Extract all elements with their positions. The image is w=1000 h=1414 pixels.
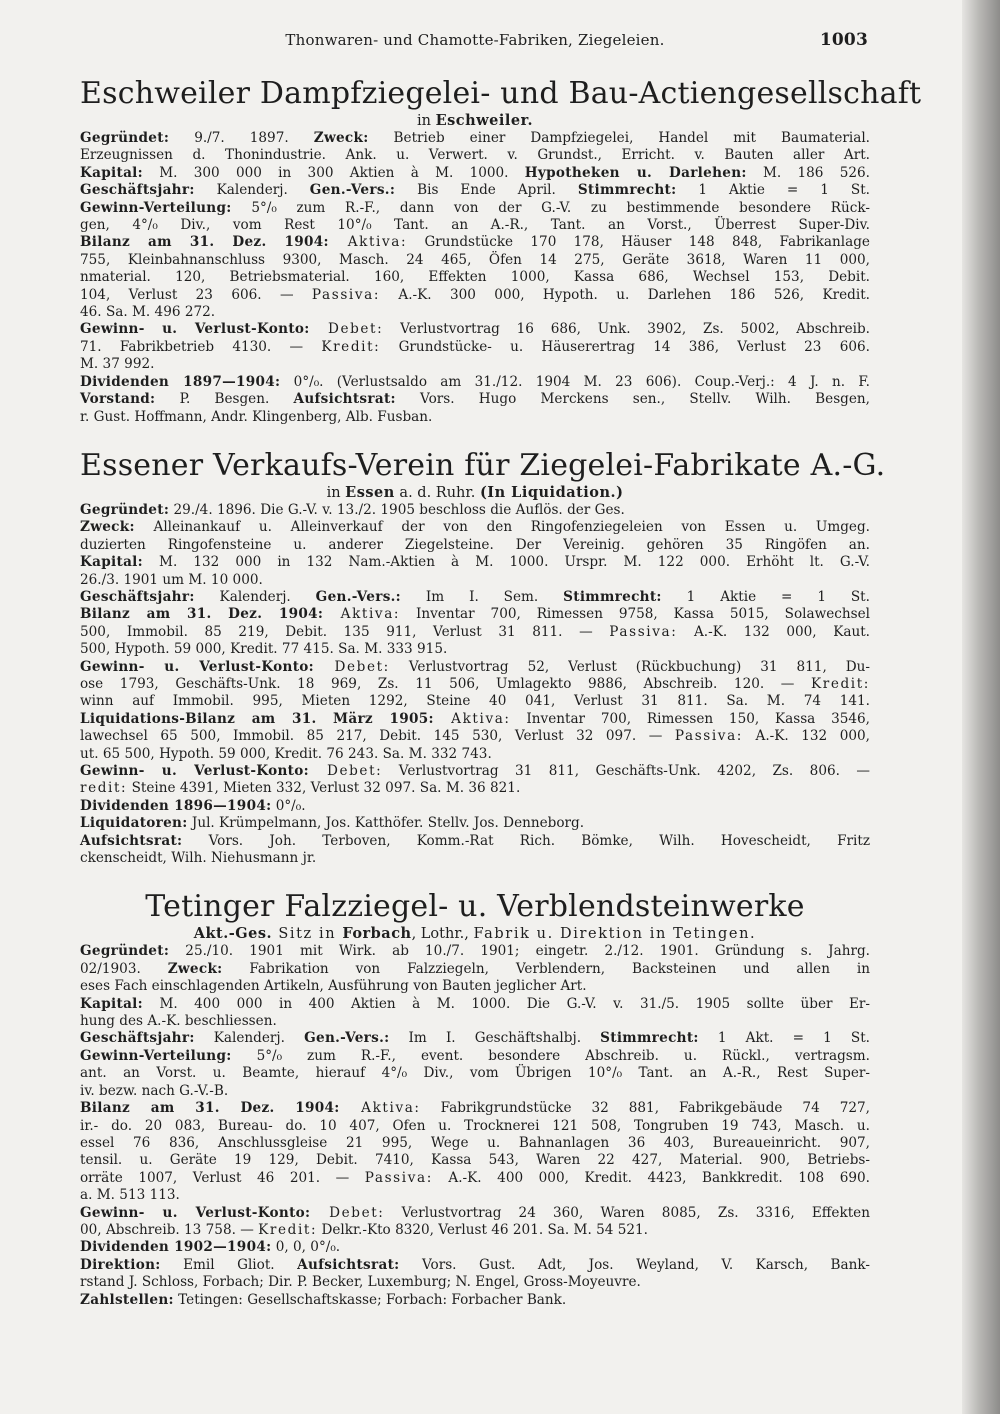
field-text: Verlustvortrag 31 811, Geschäfts-Unk. 4202, Zs. 806. — xyxy=(382,763,870,779)
entry-line xyxy=(80,502,870,519)
field-text: gen, 4°/₀ Div., vom Rest 10°/₀ Tant. an A.-R., Tant. an Vorst., Überrest Super-Div. xyxy=(80,217,870,234)
spaced-label: Passiva: xyxy=(311,286,381,303)
entry-line xyxy=(80,1100,870,1117)
field-text: 755, Kleinbahnanschluss 9300, Masch. 24 465, Öfen 14 275, Geräte 3618, Waren 11 000, xyxy=(80,251,870,268)
field-text: 500, Immobil. 85 219, Debit. 135 911, Verlust 31 811. — xyxy=(80,623,610,640)
field-text: P. Besgen. xyxy=(155,391,294,408)
field-label: Gegründet: xyxy=(80,943,170,960)
field-label: Bilanz am 31. Dez. 1904: xyxy=(80,234,329,251)
field-text: Verlustvortrag 52, Verlust (Rückbuchung) 31 811, Du- xyxy=(389,658,870,675)
field-text: rstand J. Schloss, Forbach; Dir. P. Becker, Luxemburg; N. Engel, Gross-Moyeuvre. xyxy=(80,1274,641,1291)
entry-body xyxy=(80,943,870,1309)
field-label: Dividenden 1897—1904: xyxy=(80,373,281,390)
field-label: Gewinn-Verteilung: xyxy=(80,1047,232,1064)
field-label: Gen.-Vers.: xyxy=(304,1030,390,1047)
field-text: A.-K. 300 000, Hypoth. u. Darlehen 186 526, Kredit. xyxy=(380,286,870,303)
entry-line xyxy=(80,537,870,554)
entry-line xyxy=(80,1083,870,1100)
spaced-label: Aktiva: xyxy=(328,234,408,251)
field-label: Hypotheken u. Darlehen: xyxy=(524,164,747,181)
entry-line xyxy=(80,1135,870,1152)
field-text: Tetingen: Gesellschaftskasse; Forbach: Forbacher Bank. xyxy=(173,1291,567,1308)
field-text: lawechsel 65 500, Immobil. 85 217, Debit. 145 530, Verlust 32 097. — xyxy=(80,728,675,745)
field-text: 02/1903. xyxy=(80,960,168,977)
field-label: Stimmrecht: xyxy=(577,182,677,199)
field-text: ckenscheidt, Wilh. Niehusmann jr. xyxy=(80,850,317,867)
entry-line xyxy=(80,676,870,693)
field-text: A.-K. 132 000, xyxy=(742,728,871,745)
field-label: Geschäftsjahr: xyxy=(80,588,195,605)
field-text: Inventar 700, Rimessen 9758, Kassa 5015, Solawechsel xyxy=(400,606,870,623)
entry-line xyxy=(80,339,870,356)
spaced-label: Debet: xyxy=(313,658,390,675)
spaced-label: Passiva: xyxy=(609,623,678,640)
field-text: nmaterial. 120, Betriebsmaterial. 160, Effekten 1000, Kassa 686, Wechsel 153, Debit. xyxy=(80,269,870,286)
company-entry-essener xyxy=(80,447,886,868)
field-text: eses Fach einschlagenden Artikeln, Ausführung von Bauten jeglicher Art. xyxy=(80,978,587,995)
field-text: 0°/₀. xyxy=(271,797,306,814)
entry-line xyxy=(80,147,870,164)
field-label: Gewinn-Verteilung: xyxy=(80,199,232,216)
field-text: essel 76 836, Anschlussgleise 21 995, Wege u. Bahnanlagen 36 403, Bureaueinricht. 907, xyxy=(80,1134,870,1151)
running-head xyxy=(80,32,870,56)
entry-line xyxy=(80,978,870,995)
entry-line xyxy=(80,1257,870,1274)
field-text: ant. an Vorst. u. Beamte, hierauf 4°/₀ Div., vom Übrigen 10°/₀ Tant. an A.-R., Rest Super- xyxy=(80,1065,870,1082)
entry-line xyxy=(80,606,870,623)
entry-body xyxy=(80,130,870,426)
page-content xyxy=(80,30,922,1309)
field-text: hung des A.-K. beschliessen. xyxy=(80,1013,277,1030)
entry-line xyxy=(80,1170,870,1187)
spaced-label: redit: xyxy=(80,780,128,797)
field-label: Stimmrecht: xyxy=(600,1030,699,1047)
entry-line xyxy=(80,996,870,1013)
entry-line xyxy=(80,1239,870,1256)
field-text: M. 186 526. xyxy=(746,164,870,181)
entry-line xyxy=(80,833,870,850)
spaced-label: Aktiva: xyxy=(339,1100,421,1117)
field-label: Kapital: xyxy=(80,164,143,181)
entry-line xyxy=(80,780,870,797)
field-text: 29./4. 1896. Die G.-V. v. 13./2. 1905 beschloss die Auflös. der Ges. xyxy=(169,501,625,518)
entry-line xyxy=(80,519,870,536)
field-text: Erzeugnissen d. Thonindustrie. Ank. u. Verwert. v. Grundst., Erricht. v. Bauten aller Art. xyxy=(80,147,870,164)
entry-line xyxy=(80,304,870,321)
field-label: Zahlstellen: xyxy=(80,1291,174,1308)
field-text: iv. bezw. nach G.-V.-B. xyxy=(80,1082,229,1099)
spaced-label: Aktiva: xyxy=(323,606,401,623)
field-text: Fabrikation von Falzziegeln, Verblendern, Backsteinen und allen in xyxy=(222,960,870,977)
field-text: 500, Hypoth. 59 000, Kredit. 77 415. Sa. M. 333 915. xyxy=(80,641,448,658)
field-text: Kalenderj. xyxy=(194,1030,305,1047)
field-text: 0°/₀. (Verlustsaldo am 31./12. 1904 M. 23 606). Coup.-Verj.: 4 J. n. F. xyxy=(280,373,870,390)
field-text: 46. Sa. M. 496 272. xyxy=(80,304,216,321)
field-text: Alleinankauf u. Alleinverkauf der von den Ringofenziegeleien von Essen u. Umgeg. xyxy=(134,519,870,536)
entry-line xyxy=(80,200,870,217)
field-label: Stimmrecht: xyxy=(563,588,662,605)
field-text: Vors. Joh. Terboven, Komm.-Rat Rich. Bömke, Wilh. Hovescheidt, Fritz xyxy=(182,832,870,849)
field-text: Jul. Krümpelmann, Jos. Katthöfer. Stellv. Jos. Denneborg. xyxy=(187,815,585,832)
entry-line xyxy=(80,815,870,832)
entry-line xyxy=(80,659,870,676)
spaced-label: Debet: xyxy=(309,321,384,338)
entry-line xyxy=(80,1152,870,1169)
company-title: Eschweiler Dampfziegelei- und Bau-Actiengesellschaft xyxy=(80,76,922,111)
company-title: Tetinger Falzziegel- u. Verblendsteinwerke xyxy=(145,889,805,925)
field-text: ir.- do. 20 083, Bureau- do. 10 407, Ofen u. Trocknerei 121 508, Tongruben 19 743, Masch. u. xyxy=(80,1117,870,1134)
entry-line xyxy=(80,961,870,978)
spaced-label: Kredit: xyxy=(811,675,870,692)
field-label: Liquidations-Bilanz am 31. März 1905: xyxy=(80,710,434,727)
entry-line xyxy=(80,943,870,960)
entry-line xyxy=(80,374,870,391)
field-text: M. 37 992. xyxy=(80,356,155,373)
entry-line xyxy=(80,1187,870,1204)
entry-line xyxy=(80,217,870,234)
entry-line xyxy=(80,589,870,606)
field-text: 25./10. 1901 mit Wirk. ab 10./7. 1901; eingetr. 2./12. 1901. Gründung s. Jahrg. xyxy=(169,943,870,960)
entry-line xyxy=(80,165,870,182)
field-label: Zweck: xyxy=(167,960,223,977)
entry-line xyxy=(80,624,870,641)
entry-line xyxy=(80,798,870,815)
company-entry-tetinger xyxy=(80,889,870,1309)
entry-line xyxy=(80,1065,870,1082)
field-label: Aufsichtsrat: xyxy=(293,391,396,408)
entry-line xyxy=(80,554,870,571)
field-text: winn auf Immobil. 995, Mieten 1292, Steine 40 041, Verlust 31 811. Sa. M. 74 141. xyxy=(80,693,870,710)
entry-line xyxy=(80,850,870,867)
field-label: Gewinn- u. Verlust-Konto: xyxy=(80,1204,311,1221)
entry-line xyxy=(80,693,870,710)
field-text: a. M. 513 113. xyxy=(80,1187,180,1204)
field-label: Gen.-Vers.: xyxy=(309,182,396,199)
field-label: Zweck: xyxy=(313,130,369,146)
entry-line xyxy=(80,1274,870,1291)
company-entry-eschweiler xyxy=(80,76,922,426)
field-text: Vors. Hugo Merckens sen., Stellv. Wilh. Besgen, xyxy=(395,391,870,408)
entry-line xyxy=(80,234,870,251)
entry-line xyxy=(80,728,870,745)
spaced-label: Debet: xyxy=(308,763,383,779)
field-label: Bilanz am 31. Dez. 1904: xyxy=(80,606,324,623)
field-text: Vors. Gust. Adt, Jos. Weyland, V. Karsch, Bank- xyxy=(399,1256,870,1273)
field-text: 71. Fabrikbetrieb 4130. — xyxy=(80,338,322,355)
field-label: Gewinn- u. Verlust-Konto: xyxy=(80,763,309,779)
field-label: Vorstand: xyxy=(80,391,156,408)
entry-line xyxy=(80,182,870,199)
field-text: 26./3. 1901 um M. 10 000. xyxy=(80,571,263,588)
field-label: Geschäftsjahr: xyxy=(80,1030,195,1047)
entry-line xyxy=(80,269,870,286)
field-text: 1 Aktie = 1 St. xyxy=(676,182,870,199)
field-text: 1 Akt. = 1 St. xyxy=(698,1030,870,1047)
company-subtitle: in Eschweiler. xyxy=(417,112,533,129)
entry-line xyxy=(80,1013,870,1030)
field-text: Grundstücke- u. Häuserertrag 14 386, Verlust 23 606. xyxy=(380,338,870,355)
field-text: tensil. u. Geräte 19 129, Debit. 7410, Kassa 543, Waren 22 427, Material. 900, Betriebs- xyxy=(80,1152,870,1169)
field-text: Inventar 700, Rimessen 150, Kassa 3546, xyxy=(510,710,870,727)
entry-line xyxy=(80,746,870,763)
spaced-label: Debet: xyxy=(310,1204,385,1221)
field-text: Delkr.-Kto 8320, Verlust 46 201. Sa. M. 54 521. xyxy=(317,1221,648,1238)
field-text: 9./7. 1897. xyxy=(169,130,314,146)
field-text: ose 1793, Geschäfts-Unk. 18 969, Zs. 11 506, Umlagekto 9886, Abschreib. 120. — xyxy=(80,675,811,692)
entry-line xyxy=(80,252,870,269)
field-text: 00, Abschreib. 13 758. — xyxy=(80,1221,259,1238)
entry-line xyxy=(80,1048,870,1065)
field-label: Kapital: xyxy=(80,995,143,1012)
entry-body xyxy=(80,502,870,868)
field-label: Gegründet: xyxy=(80,130,170,146)
entry-line xyxy=(80,572,870,589)
field-text: Verlustvortrag 16 686, Unk. 3902, Zs. 5002, Abschreib. xyxy=(383,321,870,338)
field-text: ut. 65 500, Hypoth. 59 000, Kredit. 76 243. Sa. M. 332 743. xyxy=(80,745,492,762)
entry-line xyxy=(80,641,870,658)
entry-line xyxy=(80,321,870,338)
entry-line xyxy=(80,711,870,728)
field-label: Zweck: xyxy=(80,519,135,536)
field-text: Fabrikgrundstücke 32 881, Fabrikgebäude 74 727, xyxy=(420,1100,870,1117)
field-label: Liquidatoren: xyxy=(80,815,188,832)
field-label: Kapital: xyxy=(80,554,143,571)
field-label: Direktion: xyxy=(80,1256,161,1273)
entry-line xyxy=(80,356,870,373)
field-text: Bis Ende April. xyxy=(395,182,578,199)
running-title: Thonwaren- und Chamotte-Fabriken, Ziegeleien. xyxy=(285,31,665,49)
field-label: Bilanz am 31. Dez. 1904: xyxy=(80,1100,340,1117)
field-text: A.-K. 400 000, Kredit. 4423, Bankkredit. 108 690. xyxy=(432,1169,870,1186)
field-text: 1 Aktie = 1 St. xyxy=(661,588,870,605)
field-text: 5°/₀ zum R.-F., event. besondere Abschreib. u. Rückl., vertragsm. xyxy=(231,1047,870,1064)
field-text: orräte 1007, Verlust 46 201. — xyxy=(80,1169,365,1186)
entry-line xyxy=(80,1030,870,1047)
field-label: Dividenden 1896—1904: xyxy=(80,797,272,814)
field-text: r. Gust. Hoffmann, Andr. Klingenberg, Alb. Fusban. xyxy=(80,408,433,425)
entry-line xyxy=(80,1118,870,1135)
field-label: Gegründet: xyxy=(80,501,170,518)
field-text: M. 132 000 in 132 Nam.-Aktien à M. 1000. Urspr. M. 122 000. Erhöht lt. G.-V. xyxy=(142,554,870,571)
entry-line xyxy=(80,409,870,426)
field-text: duzierten Ringofensteine u. anderer Ziegelsteine. Der Vereinig. gehören 35 Ringöfen an. xyxy=(80,536,870,553)
field-text: 0, 0, 0°/₀. xyxy=(271,1239,341,1256)
field-label: Dividenden 1902—1904: xyxy=(80,1239,272,1256)
field-text: 5°/₀ zum R.-F., dann von der G.-V. zu bestimmende besondere Rück- xyxy=(231,199,870,216)
company-subtitle: in Essen a. d. Ruhr. (In Liquidation.) xyxy=(326,483,624,501)
spaced-label: Passiva: xyxy=(364,1169,433,1186)
entry-line xyxy=(80,391,870,408)
spaced-label: Kredit: xyxy=(321,338,381,355)
field-label: Gewinn- u. Verlust-Konto: xyxy=(80,321,310,338)
entry-line xyxy=(80,1292,870,1309)
field-text: 104, Verlust 23 606. — xyxy=(80,286,312,303)
spaced-label: Kredit: xyxy=(258,1221,318,1238)
spaced-label: Aktiva: xyxy=(433,710,511,727)
field-text: M. 300 000 in 300 Aktien à M. 1000. xyxy=(142,164,525,181)
field-text: Kalenderj. xyxy=(194,588,316,605)
field-label: Aufsichtsrat: xyxy=(297,1256,400,1273)
entry-line xyxy=(80,763,870,780)
company-subtitle: Akt.-Ges. Sitz in Forbach, Lothr., Fabrik u. Direktion in Tetingen. xyxy=(193,925,757,943)
field-text: Betrieb einer Dampfziegelei, Handel mit Baumaterial. xyxy=(368,130,870,146)
field-text: Steine 4391, Mieten 332, Verlust 32 097. Sa. M. 36 821. xyxy=(127,780,521,797)
entry-line xyxy=(80,1205,870,1222)
field-text: A.-K. 132 000, Kaut. xyxy=(677,623,871,640)
field-text: Im I. Sem. xyxy=(401,588,564,605)
field-text: Emil Gliot. xyxy=(160,1256,298,1273)
field-text: Kalenderj. xyxy=(194,182,310,199)
field-label: Geschäftsjahr: xyxy=(80,182,195,199)
field-label: Gewinn- u. Verlust-Konto: xyxy=(80,658,314,675)
company-title: Essener Verkaufs-Verein für Ziegelei-Fabrikate A.-G. xyxy=(80,447,886,483)
page-number: 1003 xyxy=(819,30,868,50)
spaced-label: Passiva: xyxy=(674,728,743,745)
field-text: Grundstücke 170 178, Häuser 148 848, Fabrikanlage xyxy=(407,234,870,251)
field-label: Gen.-Vers.: xyxy=(315,588,401,605)
field-text: Verlustvortrag 24 360, Waren 8085, Zs. 3316, Effekten xyxy=(384,1204,870,1221)
field-text: Im I. Geschäftshalbj. xyxy=(389,1030,601,1047)
field-label: Aufsichtsrat: xyxy=(80,832,183,849)
book-gutter-shadow xyxy=(962,0,1000,1414)
entry-line xyxy=(80,1222,870,1239)
field-text: M. 400 000 in 400 Aktien à M. 1000. Die G.-V. v. 31./5. 1905 sollte über Er- xyxy=(142,995,870,1012)
entry-line xyxy=(80,130,870,147)
entry-line xyxy=(80,287,870,304)
